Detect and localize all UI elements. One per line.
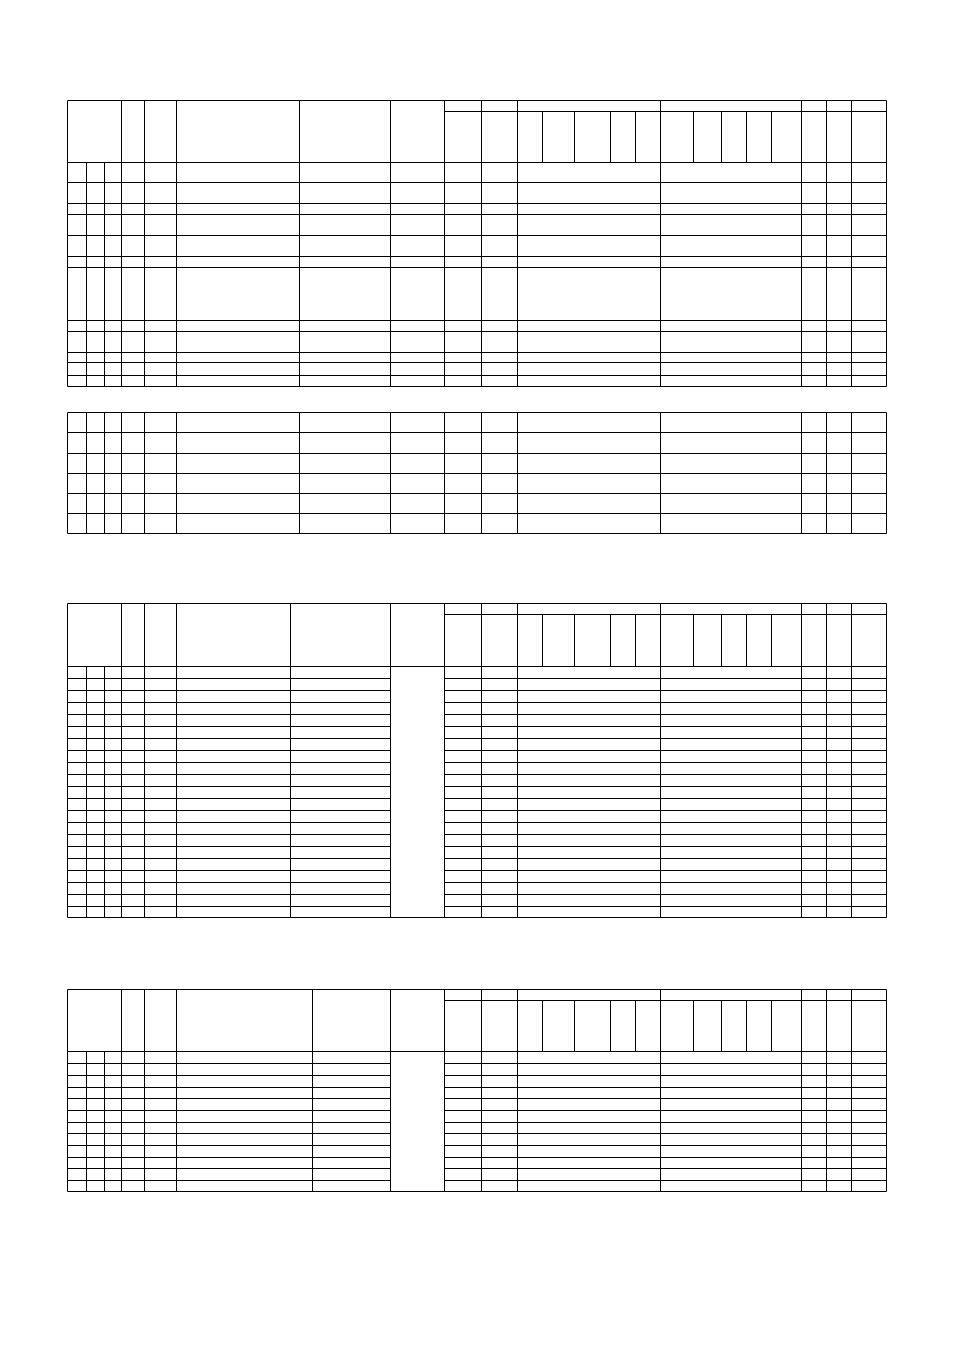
- table-1: [68, 101, 887, 387]
- table-2: [68, 413, 887, 534]
- table-4: [68, 990, 887, 1192]
- table-3: [68, 604, 887, 918]
